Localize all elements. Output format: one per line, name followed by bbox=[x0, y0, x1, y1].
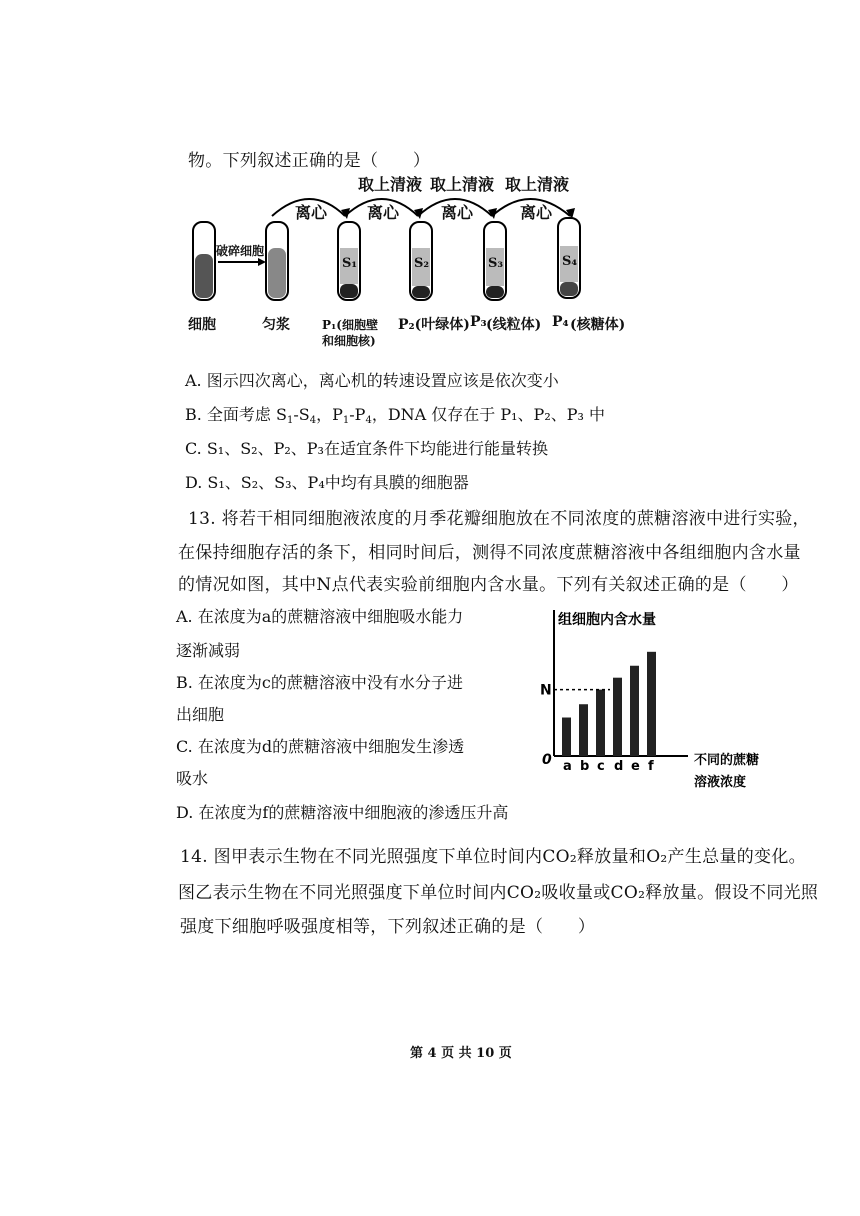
centrifuge-label-1: 离心 bbox=[295, 203, 328, 222]
q12-option-b-text: ，DNA 仅存在于 P₁、P₂、P₃ 中 bbox=[371, 405, 605, 424]
q13-line-3: 的情况如图，其中N点代表实验前细胞内含水量。下列有关叙述正确的是（ ） bbox=[178, 575, 799, 595]
q13-option-c-1: C. 在浓度为d的蔗糖溶液中细胞发生渗透 bbox=[176, 737, 465, 756]
x-axis-label-line2: 溶液浓度 bbox=[694, 775, 747, 790]
top-label-2: 取上清液 bbox=[430, 175, 495, 194]
q13-option-a-2: 逐渐减弱 bbox=[176, 641, 241, 660]
top-label-1: 取上清液 bbox=[358, 175, 423, 194]
tube-label-p4: P₄ bbox=[552, 314, 569, 330]
q12-option-a: A. 图示四次离心，离心机的转速设置应该是依次变小 bbox=[185, 371, 559, 390]
q13-line-2: 在保持细胞存活的条下，相同时间后，测得不同浓度蔗糖溶液中各组细胞内含水量 bbox=[178, 543, 801, 563]
tick-label-f: f bbox=[648, 759, 654, 774]
bar-c bbox=[596, 690, 605, 756]
q13-option-c-2: 吸水 bbox=[176, 769, 209, 788]
supernatant-s3: S₃ bbox=[488, 256, 504, 271]
q12-option-b: B. 全面考虑 $S_1-S_4$，$P_1-P_4$，DNA 仅存在于 P₁、P₂、P₃ 中 bbox=[185, 405, 605, 426]
bar-f bbox=[647, 652, 656, 756]
bar-d bbox=[613, 678, 622, 756]
tube-label-cells: 细胞 bbox=[188, 317, 216, 333]
q13-option-d: D. 在浓度为f的蔗糖溶液中细胞液的渗透压升高 bbox=[176, 803, 509, 822]
centrifuge-label-4: 离心 bbox=[520, 203, 553, 222]
q13-option-a-1: A. 在浓度为a的蔗糖溶液中细胞吸水能力 bbox=[176, 607, 464, 626]
bar-a bbox=[562, 718, 571, 756]
top-label-3: 取上清液 bbox=[505, 175, 570, 194]
centrifuge-label-2: 离心 bbox=[367, 203, 400, 222]
page-footer: 第 4 页 共 10 页 bbox=[410, 1046, 512, 1061]
tick-label-c: c bbox=[597, 759, 605, 774]
bar-e bbox=[630, 666, 639, 756]
tube-label-p3-desc: (线粒体) bbox=[486, 317, 542, 333]
water-content-chart bbox=[530, 600, 790, 820]
q14-line-1: 14. 图甲表示生物在不同光照强度下单位时间内CO₂释放量和O₂产生总量的变化。 bbox=[180, 847, 806, 867]
tick-label-d: d bbox=[614, 759, 624, 774]
tube-label-homogenate: 匀浆 bbox=[262, 317, 290, 333]
supernatant-s2: S₂ bbox=[414, 256, 430, 271]
q13-line-1: 13. 将若干相同细胞液浓度的月季花瓣细胞放在不同浓度的蔗糖溶液中进行实验， bbox=[188, 509, 810, 529]
tube-label-p2: P₂(叶绿体) bbox=[398, 317, 470, 333]
q12-option-d: D. S₁、S₂、S₃、P₄中均有具膜的细胞器 bbox=[185, 473, 469, 492]
centrifuge-label-3: 离心 bbox=[441, 203, 474, 222]
n-label: N bbox=[540, 682, 552, 699]
tube-homogenate-content bbox=[268, 248, 286, 298]
q12-stem-tail: 物。下列叙述正确的是（ ） bbox=[188, 151, 431, 171]
q13-option-b-1: B. 在浓度为c的蔗糖溶液中没有水分子进 bbox=[176, 673, 463, 692]
tube-label-p3: P₃ bbox=[470, 314, 487, 330]
tube-cells-content bbox=[195, 254, 213, 298]
crush-label: 破碎细胞 bbox=[216, 244, 265, 258]
tube-label-p1: P₁(细胞壁 bbox=[322, 318, 378, 332]
q14-line-2: 图乙表示生物在不同光照强度下单位时间内CO₂吸收量或CO₂释放量。假设不同光照 bbox=[178, 883, 819, 903]
supernatant-s1: S₁ bbox=[342, 256, 358, 271]
tick-label-e: e bbox=[631, 759, 640, 774]
tick-label-a: a bbox=[563, 759, 572, 774]
supernatant-s4: S₄ bbox=[562, 254, 578, 269]
tick-label-b: b bbox=[580, 759, 590, 774]
tube-label-p1-line2: 和细胞核) bbox=[322, 334, 376, 348]
q13-option-b-2: 出细胞 bbox=[176, 705, 225, 724]
origin-label: 0 bbox=[542, 752, 552, 768]
q12-option-b-pre: B. 全面考虑 S bbox=[185, 405, 287, 424]
q12-option-b-mid: P bbox=[332, 405, 343, 424]
q12-option-c: C. S₁、S₂、P₂、P₃在适宜条件下均能进行能量转换 bbox=[185, 439, 548, 458]
tube-label-p4-desc: (核糖体) bbox=[570, 317, 626, 333]
bar-b bbox=[579, 704, 588, 756]
x-axis-label-line1: 不同的蔗糖 bbox=[694, 753, 760, 768]
q14-line-3: 强度下细胞呼吸强度相等，下列叙述正确的是（ ） bbox=[180, 917, 596, 937]
y-axis-label: 组细胞内含水量 bbox=[558, 612, 656, 628]
